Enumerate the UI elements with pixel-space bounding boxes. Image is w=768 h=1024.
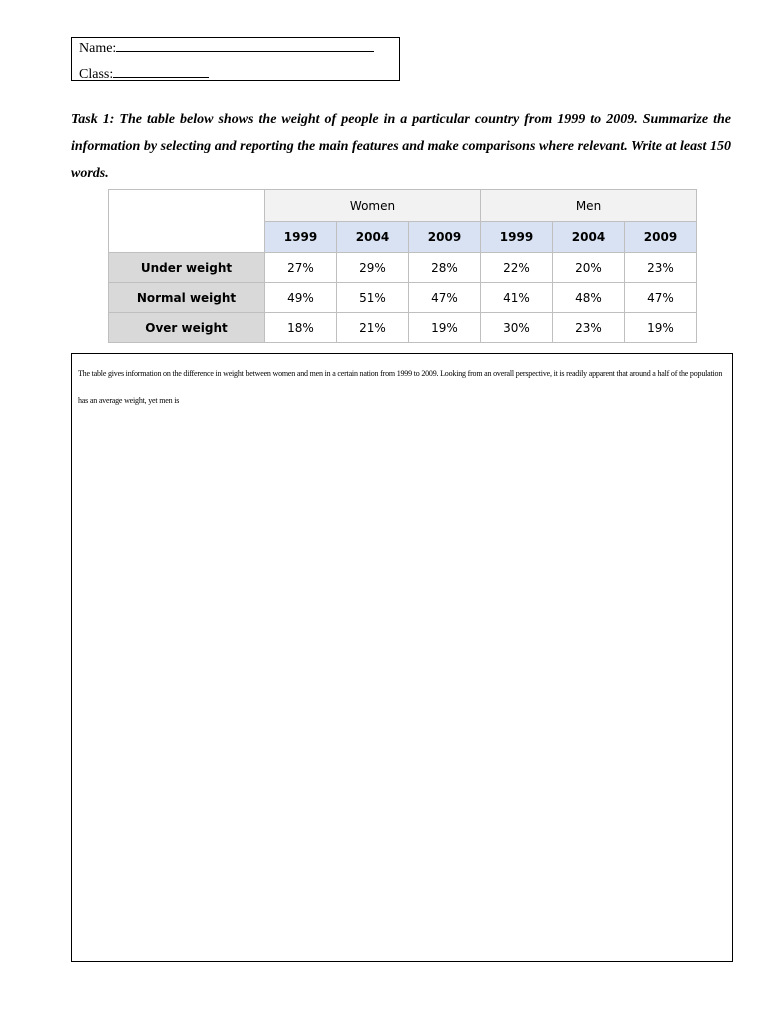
name-label: Name:: [79, 41, 117, 56]
table-cell: 48%: [553, 283, 625, 313]
table-corner-cell: [109, 190, 265, 253]
answer-box[interactable]: [71, 353, 733, 962]
task-instructions: Task 1: The table below shows the weight of people in a particular country from 1999 to 2009. Summarize the information by selecting and reporting the main features and make comparisons where relevant. Write at least 150 words.: [71, 112, 731, 181]
group-header-men: Men: [481, 190, 697, 222]
row-label-normal-weight: Normal weight: [109, 283, 265, 313]
table-cell: 28%: [409, 253, 481, 283]
table-cell: 49%: [265, 283, 337, 313]
answer-text: The table gives information on the difference in weight between women and men in a certain nation from 1999 to 2009. Looking from an overall perspective, it is readily apparent that around a half of the population has an average weight, yet men is: [78, 369, 723, 405]
weight-data-table: [108, 189, 697, 343]
table-cell: 27%: [265, 253, 337, 283]
year-header: 2004: [337, 222, 409, 253]
table-cell: 47%: [625, 283, 697, 313]
table-cell: 47%: [409, 283, 481, 313]
class-label: Class:: [79, 67, 114, 82]
name-field[interactable]: [116, 39, 374, 52]
class-row: [79, 65, 209, 83]
row-label-under-weight: Under weight: [109, 253, 265, 283]
table-cell: 23%: [625, 253, 697, 283]
table-row: [109, 253, 697, 283]
table-cell: 23%: [553, 313, 625, 343]
table-cell: 20%: [553, 253, 625, 283]
table-cell: 19%: [409, 313, 481, 343]
table-cell: 22%: [481, 253, 553, 283]
table-group-header-row: [109, 190, 697, 222]
row-label-over-weight: Over weight: [109, 313, 265, 343]
table-cell: 19%: [625, 313, 697, 343]
table-cell: 29%: [337, 253, 409, 283]
student-info-box: [71, 37, 400, 81]
year-header: 2009: [409, 222, 481, 253]
table-row: [109, 313, 697, 343]
table-cell: 21%: [337, 313, 409, 343]
class-field[interactable]: [113, 65, 209, 78]
table-cell: 18%: [265, 313, 337, 343]
table-cell: 30%: [481, 313, 553, 343]
table-cell: 41%: [481, 283, 553, 313]
year-header: 2004: [553, 222, 625, 253]
table-cell: 51%: [337, 283, 409, 313]
table-row: [109, 283, 697, 313]
year-header: 1999: [481, 222, 553, 253]
name-row: [79, 39, 374, 57]
year-header: 2009: [625, 222, 697, 253]
group-header-women: Women: [265, 190, 481, 222]
year-header: 1999: [265, 222, 337, 253]
